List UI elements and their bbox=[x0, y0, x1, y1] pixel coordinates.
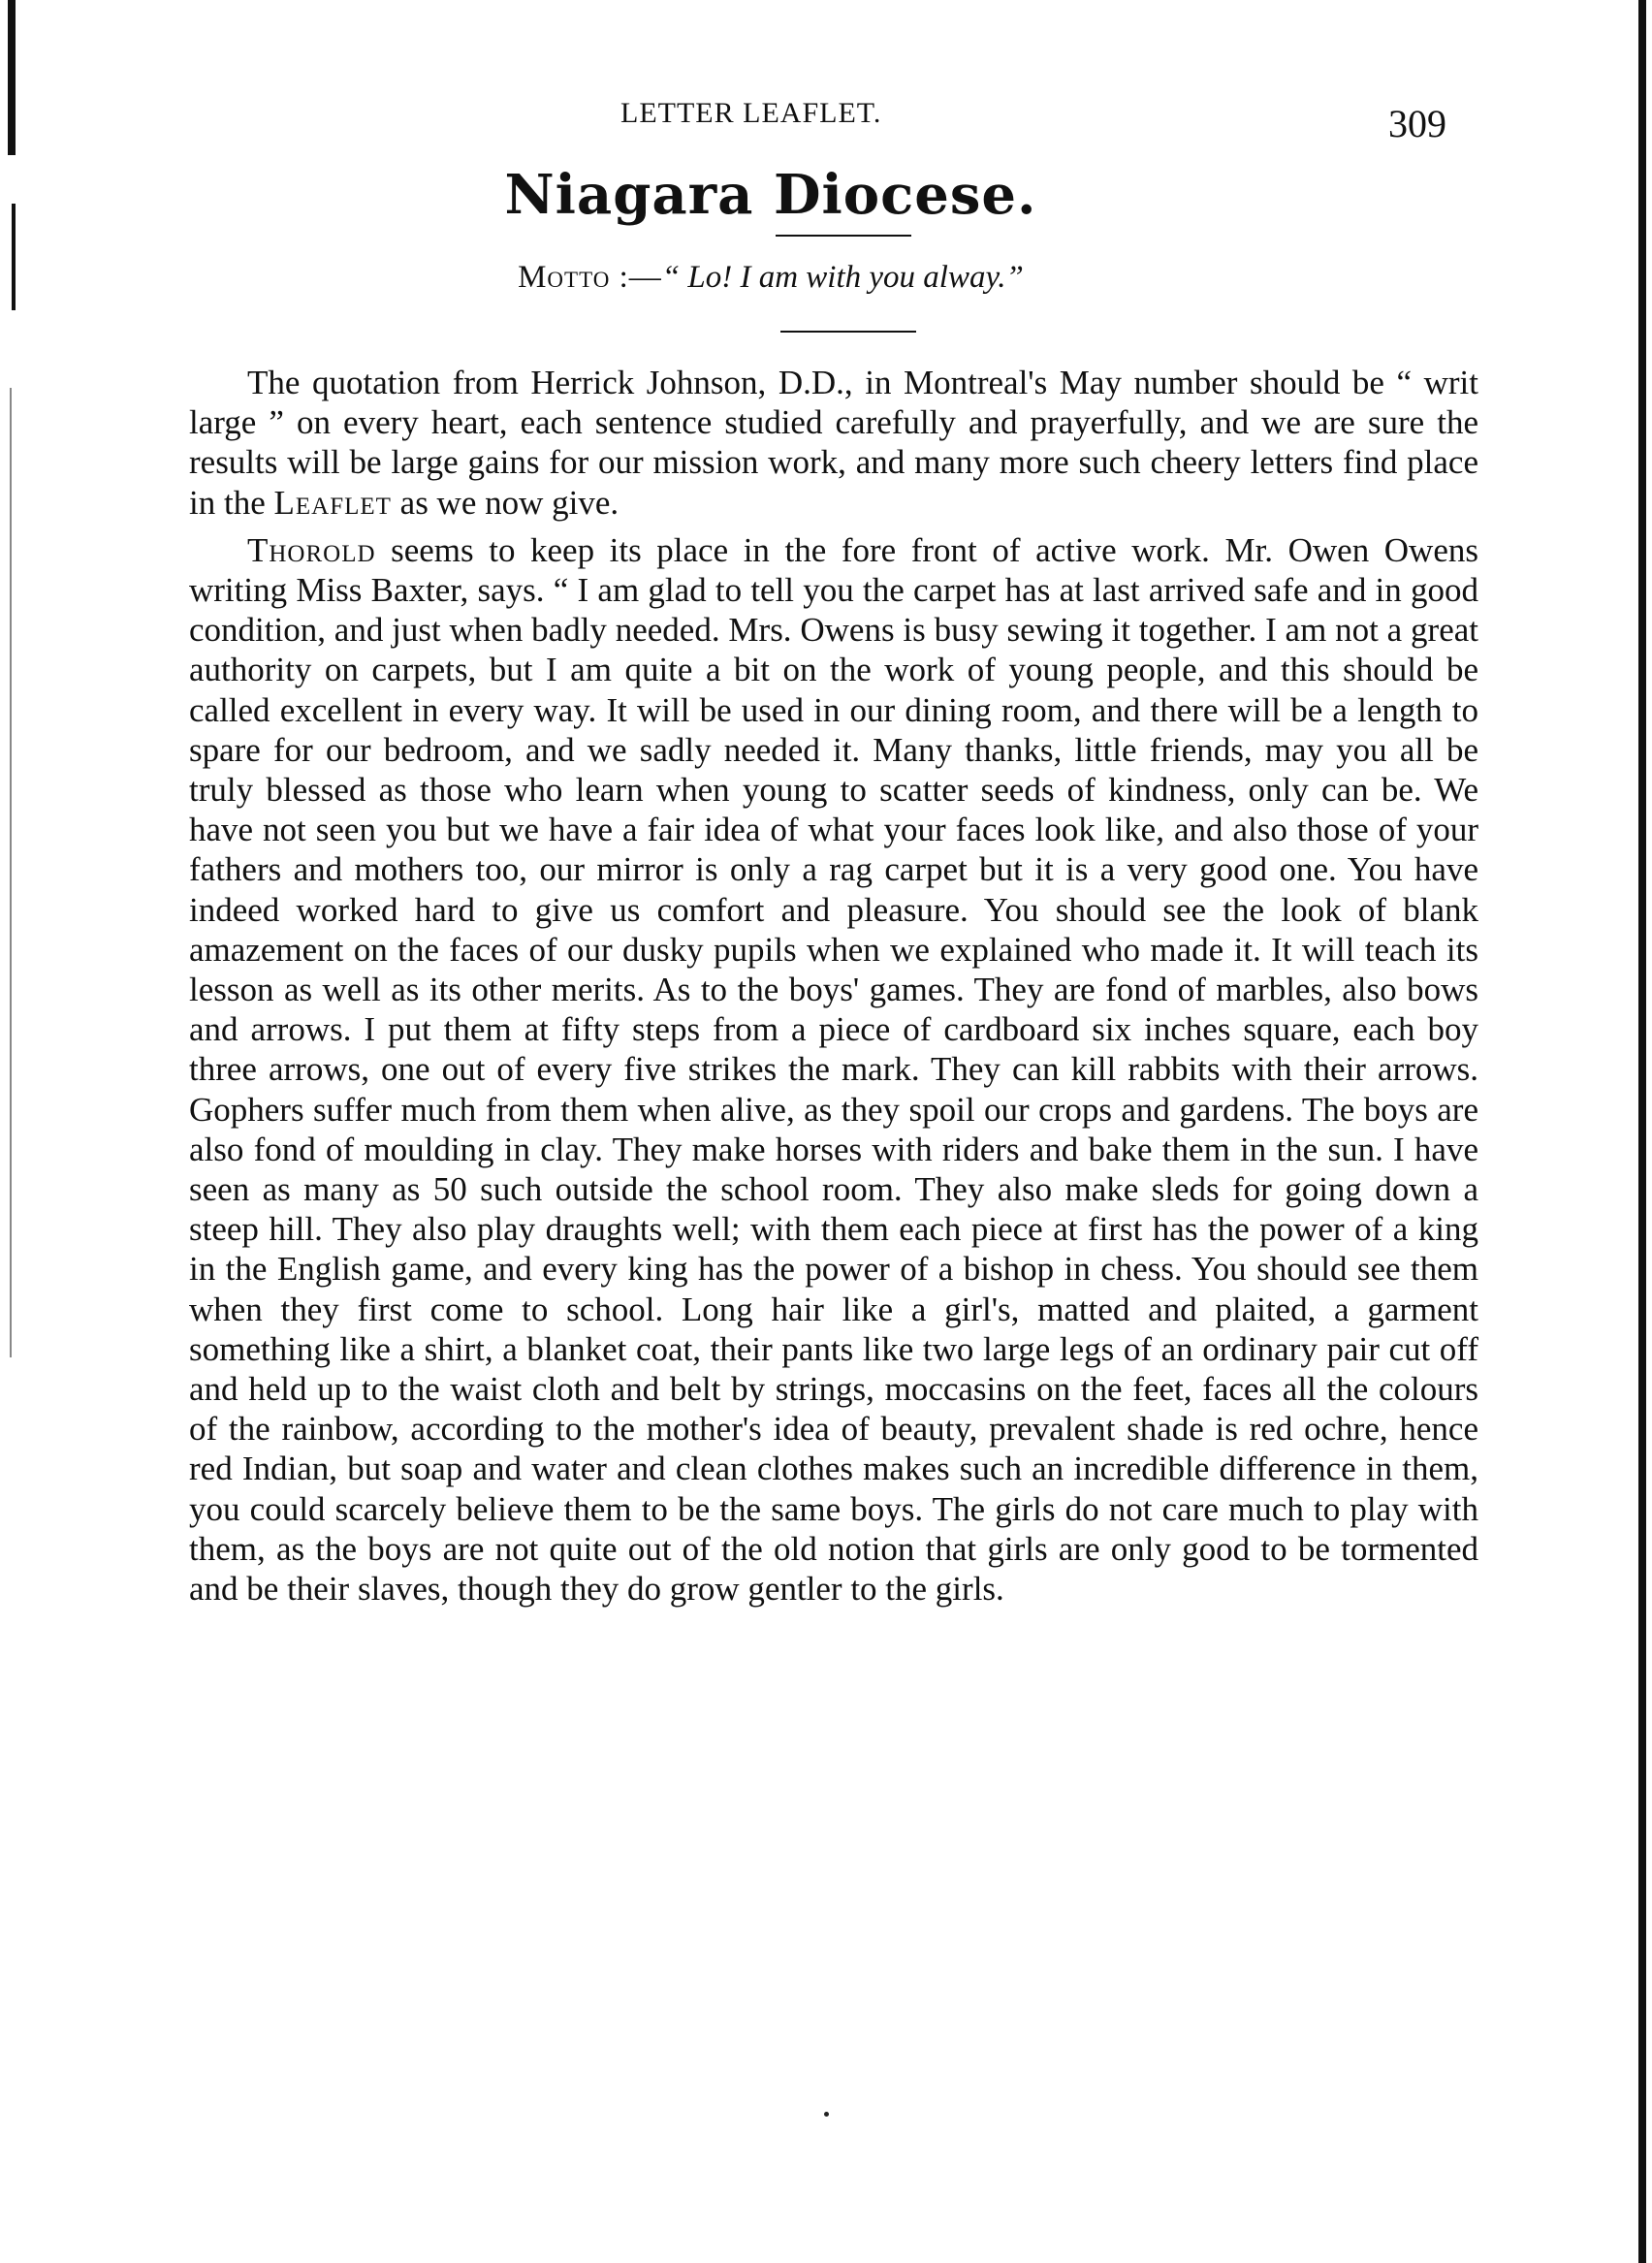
paragraph-intro bbox=[189, 363, 1478, 523]
page-title: Niagara Diocese. bbox=[504, 163, 1037, 227]
scan-edge-right bbox=[1638, 0, 1646, 2263]
motto bbox=[0, 260, 1541, 296]
title-rule bbox=[776, 235, 911, 237]
paragraph-thorold-text: seems to keep its place in the fore front of active work. Mr. Owen Owens writing Miss Baxter, says. “ I am glad to tell you the carpet has at last arrived safe and in good condition, and just when badly needed. Mrs. Owens is busy sewing it together. I am not a great authority on carpets, but I am quite a bit on the work of young people, and this should be called excellent in every way. It will be used in our dining room, and there will be a length to spare for our bedroom, and we sadly needed it. Many thanks, little friends, may you all be truly blessed as those who learn when young to scatter seeds of kindness, only can be. We have not seen you but we have a fair idea of what your faces look like, and also those of your fathers and mothers too, our mirror is only a rag carpet but it is a very good one. You have indeed worked hard to give us comfort and pleasure. You should see the look of blank amazement on the faces of our dusky pupils when we explained who made it. It will teach its lesson as well as its other merits. As to the boys' games. They are fond of marbles, also bows and arrows. I put them at fifty steps from a piece of cardboard six inches square, each boy three arrows, one out of every five strikes the mark. They can kill rabbits with their arrows. Gophers suffer much from them when alive, as they spoil our crops and gardens. The boys are also fond of moulding in clay. They make horses with riders and bake them in the sun. I have seen as many as 50 such outside the school room. They also make sleds for going down a steep hill. They also play draughts well; with them each piece at first has the power of a king in the English game, and every king has the power of a bishop in chess. You should see them when they first come to school. Long hair like a girl's, matted and plaited, a garment something like a shirt, a blanket coat, their pants like two large legs of an ordinary pair cut off and held up to the waist cloth and belt by strings, moccasins on the feet, faces all the colours of the rainbow, according to the mother's idea of beauty, prevalent shade is red ochre, hence red Indian, but soap and water and clean clothes makes such an incredible difference in them, you could scarcely believe them to be the same boys. The girls do not care much to play with them, as the boys are not quite out of the old notion that girls are only good to be tormented and be their slaves, though they do grow gentler to the girls. bbox=[189, 530, 1478, 1609]
scan-speck bbox=[824, 2112, 829, 2117]
scan-edge-left bbox=[8, 0, 16, 155]
scan-edge-left-thin bbox=[10, 388, 12, 1357]
motto-quote: “ Lo! I am with you alway.” bbox=[661, 260, 1024, 295]
place-name: Thorold bbox=[247, 530, 376, 569]
paragraph-intro-tail: as we now give. bbox=[391, 483, 620, 522]
paragraph-intro-text: The quotation from Herrick Johnson, D.D., in Montreal's May number should be “ writ large ” on every heart, each sentence studied carefully and prayerfully, and we are sure the results will be large gains for our mission work, and many more such cheery letters find place in the bbox=[189, 364, 1478, 522]
page-number: 309 bbox=[1388, 102, 1446, 145]
running-head: LETTER LEAFLET. bbox=[620, 97, 882, 129]
paragraph-thorold bbox=[189, 530, 1478, 1609]
article-body bbox=[189, 363, 1478, 1609]
motto-rule bbox=[780, 331, 916, 333]
motto-label: Motto :— bbox=[518, 260, 662, 295]
leaflet-name: Leaflet bbox=[273, 483, 392, 522]
